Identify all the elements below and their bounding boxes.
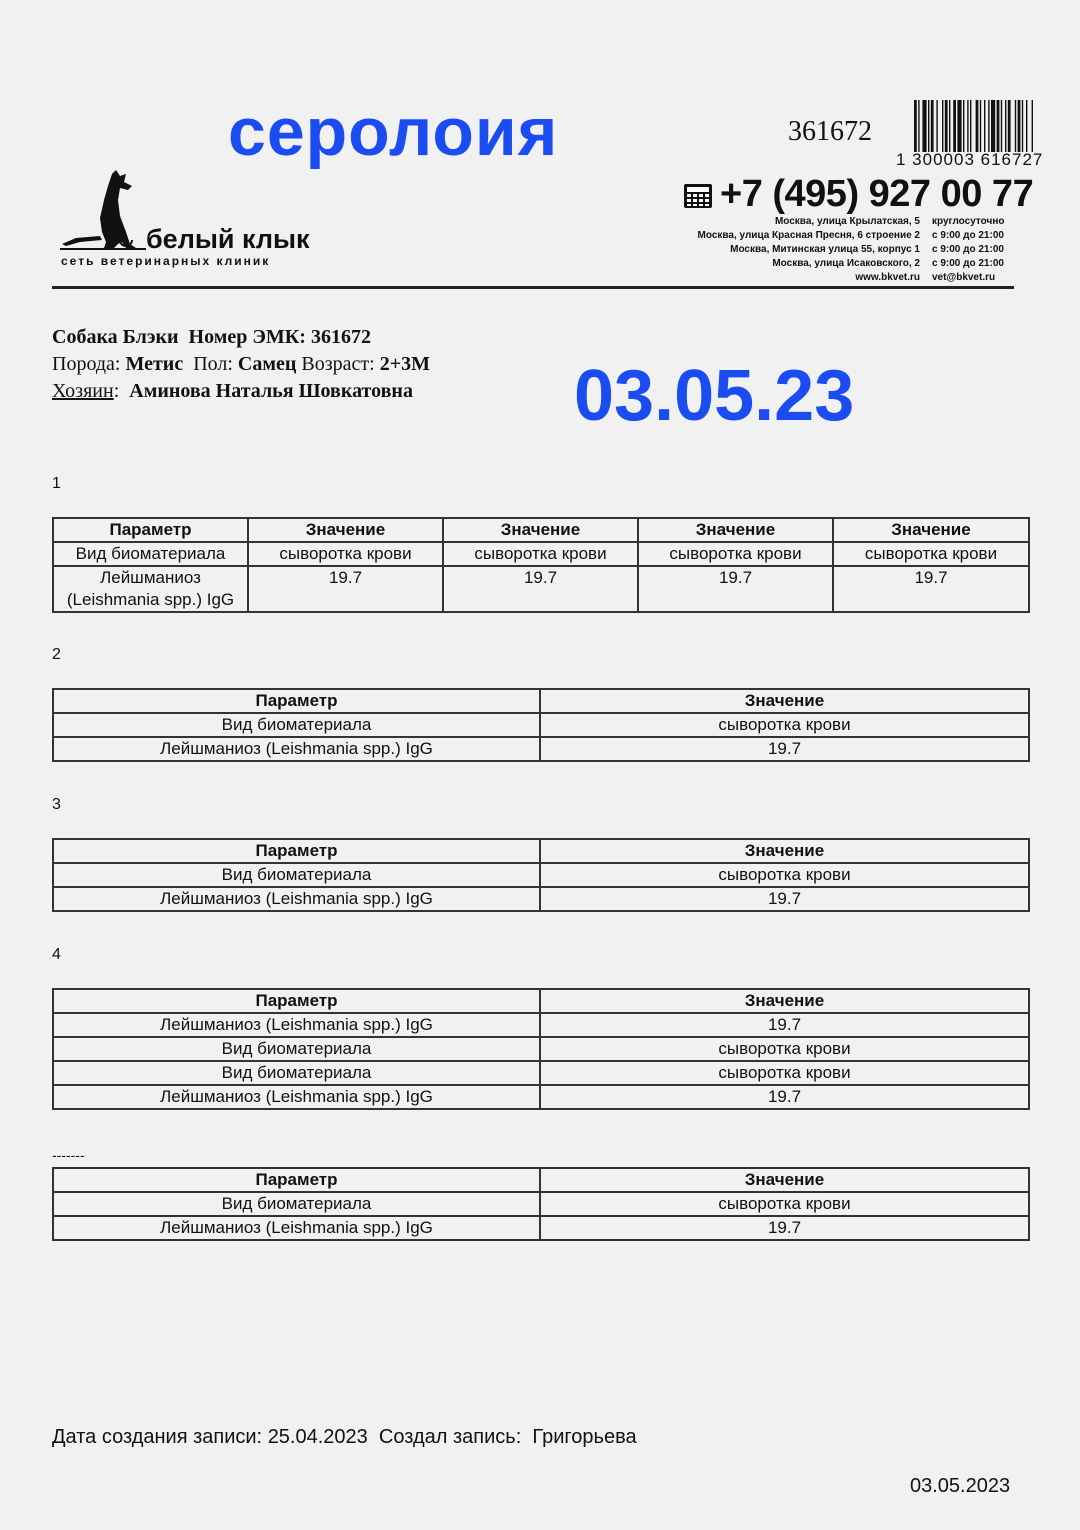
- barcode-bar: [949, 100, 950, 152]
- table-cell: Лейшманиоз (Leishmania spp.) IgG: [53, 737, 540, 761]
- barcode-bar: [1018, 100, 1021, 152]
- table-row: [53, 887, 1029, 911]
- author-name: Григорьева: [532, 1426, 637, 1448]
- breed-label: Порода:: [52, 353, 121, 375]
- address-text: Москва, улица Крылатская, 5: [774, 216, 920, 227]
- table-cell: 19.7: [540, 1085, 1029, 1109]
- table-cell: сыворотка крови: [248, 542, 443, 566]
- table-header-row: [53, 989, 1029, 1013]
- email-link[interactable]: vet@bkvet.ru: [932, 272, 996, 283]
- section-label: 3: [52, 796, 61, 813]
- logo-name: белый клык: [146, 224, 310, 254]
- column-header: Параметр: [53, 989, 540, 1013]
- created-label: Дата создания записи:: [52, 1426, 263, 1448]
- patient-line-3: Хозяин: Аминова Наталья Шовкатовна: [52, 380, 413, 402]
- results-table-1: [52, 517, 1030, 613]
- column-header: Значение: [540, 1168, 1029, 1192]
- handwritten-visit-date: 03.05.23: [574, 356, 855, 436]
- results-table-3: [52, 838, 1030, 912]
- table-cell: сыворотка крови: [540, 1037, 1029, 1061]
- barcode-bar: [984, 100, 985, 152]
- table-cell: сыворотка крови: [443, 542, 638, 566]
- table-cell: 19.7: [540, 887, 1029, 911]
- address-row: [660, 243, 1012, 257]
- results-table-5: [52, 1167, 1030, 1241]
- address-hours: круглосуточно: [932, 216, 1005, 227]
- patient-species: Собака: [52, 326, 118, 348]
- table-cell: Лейшманиоз (Leishmania spp.) IgG: [53, 1085, 540, 1109]
- results-table-2: [52, 688, 1030, 762]
- sex-value: Самец: [237, 353, 297, 375]
- results-table-4: [52, 988, 1030, 1110]
- barcode-bar: [1026, 100, 1027, 152]
- created-date: 25.04.2023: [267, 1426, 368, 1448]
- table-cell: сыворотка крови: [540, 1192, 1029, 1216]
- address-row: [660, 215, 1012, 229]
- emk-label: Номер ЭМК:: [188, 326, 306, 348]
- handwritten-title: серолоия: [228, 94, 559, 170]
- column-header: Значение: [833, 518, 1029, 542]
- clinic-phone: +7 (495) 927 00 77: [720, 173, 1034, 215]
- barcode-image: [914, 100, 1076, 152]
- address-text: Москва, Митинская улица 55, корпус 1: [730, 244, 920, 255]
- table-row: [53, 1037, 1029, 1061]
- barcode-bar: [953, 100, 956, 152]
- table-cell: Лейшманиоз (Leishmania spp.) IgG: [53, 1013, 540, 1037]
- address-text: Москва, улица Красная Пресня, 6 строение 2: [697, 230, 920, 241]
- address-text: Москва, улица Исаковского, 2: [772, 258, 920, 269]
- barcode-bar: [963, 100, 964, 152]
- barcode-bar: [914, 100, 917, 152]
- table-row: [53, 1085, 1029, 1109]
- table-cell: сыворотка крови: [833, 542, 1029, 566]
- table-cell: 19.7: [833, 566, 1029, 612]
- table-cell: Вид биоматериала: [53, 1061, 540, 1085]
- barcode-bar: [922, 100, 926, 152]
- barcode-bar: [988, 100, 989, 152]
- author-label: Создал запись:: [378, 1426, 522, 1448]
- column-header: Параметр: [53, 1168, 540, 1192]
- table-row: [53, 713, 1029, 737]
- table-cell: Вид биоматериала: [53, 1037, 540, 1061]
- table-header-row: [53, 689, 1029, 713]
- table-cell: Лейшманиоз (Leishmania spp.) IgG: [53, 566, 248, 612]
- column-header: Значение: [248, 518, 443, 542]
- table-row: [53, 1216, 1029, 1240]
- header-divider: [52, 286, 1014, 289]
- dog-logo-icon: [60, 170, 148, 252]
- owner-label: Хозяин: [52, 380, 114, 402]
- table-row: [53, 1061, 1029, 1085]
- column-header: Параметр: [53, 839, 540, 863]
- emk-number-top: 361672: [788, 116, 872, 147]
- table-row: [53, 542, 1029, 566]
- column-header: Значение: [540, 839, 1029, 863]
- column-header: Значение: [443, 518, 638, 542]
- barcode-bar: [1005, 100, 1006, 152]
- column-header: Значение: [540, 689, 1029, 713]
- table-cell: 19.7: [540, 737, 1029, 761]
- barcode-bar: [1015, 100, 1016, 152]
- table-row: [53, 1192, 1029, 1216]
- age-value: 2+3М: [379, 353, 430, 375]
- patient-line-2: [52, 351, 430, 378]
- barcode-bar: [991, 100, 995, 152]
- address-row: [660, 257, 1012, 271]
- table-cell: Вид биоматериала: [53, 863, 540, 887]
- barcode-bar: [1001, 100, 1002, 152]
- patient-line-1: [52, 324, 430, 351]
- table-cell: Вид биоматериала: [53, 1192, 540, 1216]
- barcode-bar: [957, 100, 961, 152]
- address-hours: с 9:00 до 21:00: [932, 230, 1004, 241]
- barcode-bar: [976, 100, 979, 152]
- column-header: Параметр: [53, 518, 248, 542]
- table-cell: сыворотка крови: [540, 713, 1029, 737]
- table-row: [53, 1013, 1029, 1037]
- address-hours: с 9:00 до 21:00: [932, 258, 1004, 269]
- table-cell: сыворотка крови: [638, 542, 833, 566]
- address-row: [660, 229, 1012, 243]
- column-header: Значение: [540, 989, 1029, 1013]
- owner-name: Аминова Наталья Шовкатовна: [129, 380, 413, 402]
- barcode-bar: [936, 100, 937, 152]
- table-cell: Вид биоматериала: [53, 713, 540, 737]
- table-cell: 19.7: [540, 1013, 1029, 1037]
- barcode-bar: [967, 100, 968, 152]
- table-cell: сыворотка крови: [540, 863, 1029, 887]
- barcode-bar: [942, 100, 943, 152]
- phone-icon: [683, 182, 713, 210]
- patient-name: Блэки: [122, 326, 179, 348]
- barcode-bar: [1022, 100, 1023, 152]
- barcode-bar: [980, 100, 981, 152]
- print-date: 03.05.2023: [910, 1475, 1011, 1497]
- barcode-bar: [918, 100, 919, 152]
- age-label: Возраст:: [301, 353, 375, 375]
- sex-label: Пол:: [193, 353, 233, 375]
- section-label: 4: [52, 946, 61, 963]
- table-header-row: [53, 518, 1029, 542]
- table-row: [53, 863, 1029, 887]
- barcode-bar: [997, 100, 1000, 152]
- table-cell: 19.7: [540, 1216, 1029, 1240]
- table-header-row: [53, 1168, 1029, 1192]
- address-hours: с 9:00 до 21:00: [932, 244, 1004, 255]
- barcode-bar: [928, 100, 929, 152]
- table-cell: Лейшманиоз (Leishmania spp.) IgG: [53, 887, 540, 911]
- patient-info: [52, 324, 430, 405]
- website-row: [660, 271, 1012, 285]
- table-header-row: [53, 839, 1029, 863]
- emk-value: 361672: [310, 326, 371, 348]
- barcode-bar: [1032, 100, 1033, 152]
- logo-subtitle: сеть ветеринарных клиник: [61, 254, 271, 268]
- record-footer: [52, 1424, 637, 1450]
- barcode-number: 1 300003 616727: [896, 150, 1044, 169]
- barcode-bar: [945, 100, 948, 152]
- table-cell: Лейшманиоз (Leishmania spp.) IgG: [53, 1216, 540, 1240]
- column-header: Параметр: [53, 689, 540, 713]
- section-label: 1: [52, 475, 61, 492]
- table-cell: 19.7: [443, 566, 638, 612]
- barcode-bar: [931, 100, 934, 152]
- column-header: Значение: [638, 518, 833, 542]
- clinic-address-list: [660, 215, 1012, 285]
- table-cell: 19.7: [248, 566, 443, 612]
- table-cell: сыворотка крови: [540, 1061, 1029, 1085]
- table-row: [53, 566, 1029, 612]
- website-link[interactable]: www.bkvet.ru: [855, 272, 920, 283]
- table-cell: Вид биоматериала: [53, 542, 248, 566]
- breed-value: Метис: [125, 353, 184, 375]
- table-row: [53, 737, 1029, 761]
- barcode-bar: [1008, 100, 1011, 152]
- section-separator: -------: [52, 1147, 85, 1163]
- section-label: 2: [52, 646, 61, 663]
- barcode-bar: [970, 100, 971, 152]
- table-cell: 19.7: [638, 566, 833, 612]
